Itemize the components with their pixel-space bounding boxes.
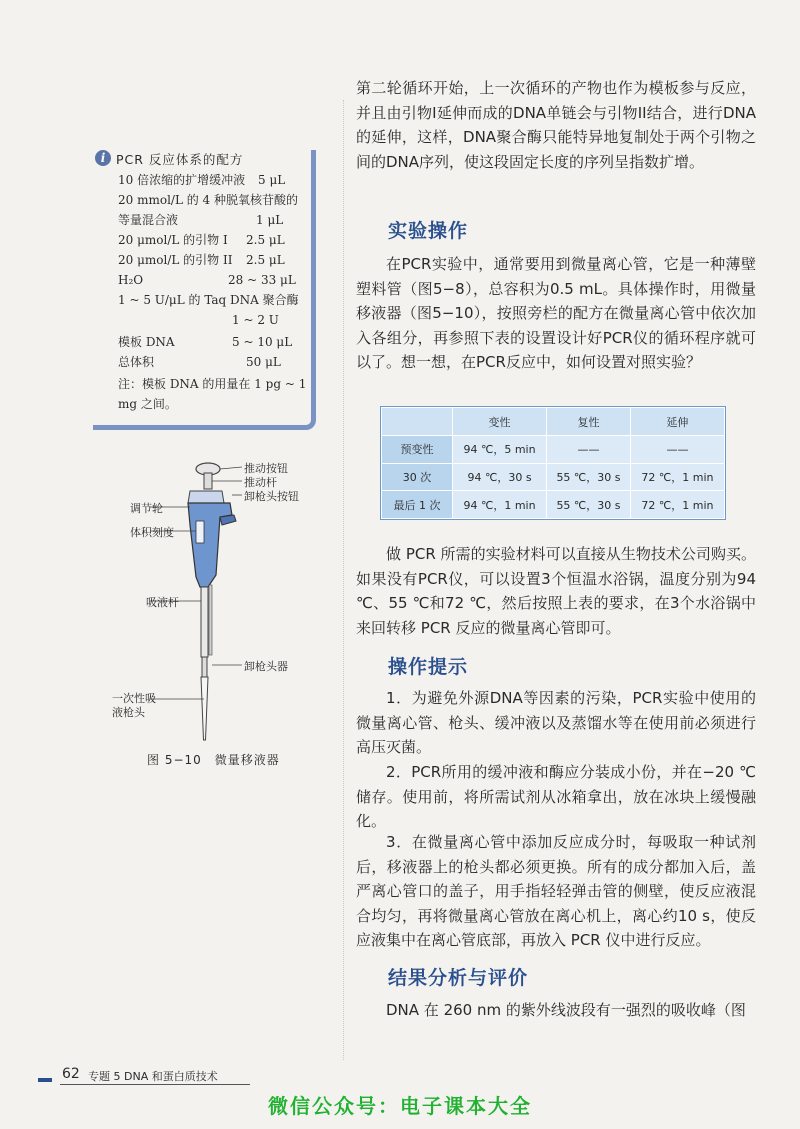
heading-experiment: 实验操作: [388, 220, 469, 242]
recipe-item-name: 20 μmol/L 的引物 II: [118, 253, 233, 267]
recipe-item-value: 2.5 μL: [246, 253, 285, 267]
label-push-rod: 推动杆: [244, 476, 277, 489]
recipe-item-name: 20 μmol/L 的引物 I: [118, 233, 228, 247]
table-cell: 94 ℃，30 s: [453, 463, 547, 491]
intro-paragraph: 第二轮循环开始，上一次循环的产物也作为模板参与反应，并且由引物I延伸而成的DNA单链会与引物II结合，进行DNA的延伸，这样，DNA聚合酶只能特异地复制处于两个引物之间的DNA序列，使这段固定长度的序列呈指数扩增。: [356, 79, 756, 171]
page-number: 62: [62, 1066, 80, 1082]
label-tip-ejector: 卸枪头器: [244, 660, 288, 673]
recipe-item-name: 总体积: [118, 355, 155, 369]
table-row-label: 最后 1 次: [382, 491, 453, 519]
table-header-cell: 变性: [453, 408, 547, 436]
label-volume-scale: 体积刻度: [130, 526, 174, 539]
table-header-cell: 复性: [547, 408, 631, 436]
wechat-watermark: 微信公众号：电子课本大全: [268, 1094, 532, 1118]
footer-accent-bar: [38, 1078, 52, 1082]
recipe-item-value: 1 μL: [256, 213, 284, 227]
label-suction-rod: 吸液杆: [146, 596, 179, 609]
column-divider: [343, 100, 345, 1060]
recipe-item-name: 10 倍浓缩的扩增缓冲液: [118, 173, 246, 187]
table-cell: 55 ℃，30 s: [547, 463, 631, 491]
results-paragraph: DNA 在 260 nm 的紫外线波段有一强烈的吸收峰（图: [386, 1001, 746, 1019]
label-disposable-tip: 一次性吸液枪头: [112, 692, 156, 719]
label-push-button: 推动按钮: [244, 462, 288, 475]
recipe-item-value: 1 ~ 2 U: [232, 313, 279, 327]
recipe-item-value: 5 ~ 10 μL: [232, 335, 293, 349]
table-cell: 94 ℃，5 min: [453, 436, 547, 464]
table-cell: 55 ℃，30 s: [547, 491, 631, 519]
tip-paragraph-2: 2．PCR所用的缓冲液和酶应分装成小份，并在−20 ℃储存。使用前，将所需试剂从冰箱拿出，放在冰块上缓慢融化。: [356, 763, 756, 830]
heading-results: 结果分析与评价: [388, 967, 529, 989]
table-row: [382, 491, 725, 519]
experiment-paragraph: 在PCR实验中，通常要用到微量离心管，它是一种薄壁塑料管（图5−8），总容积为0.5 mL。具体操作时，用微量移液器（图5−10），按照旁栏的配方在微量离心管中依次加入各组分，再参照下表的设置设计好PCR仪的循环程序就可以了。想一想，在PCR反应中，如何设置对照实验？: [356, 255, 756, 371]
figure-caption: 图 5−10 微量移液器: [147, 753, 280, 767]
table-header-cell: 延伸: [630, 408, 724, 436]
table-row-label: 30 次: [382, 463, 453, 491]
recipe-item-name: 模板 DNA: [118, 335, 175, 349]
info-icon: i: [95, 150, 111, 166]
recipe-item-name: 1 ~ 5 U/μL 的 Taq DNA 聚合酶: [118, 293, 299, 307]
table-cell: 94 ℃，1 min: [453, 491, 547, 519]
table-row-label: 预变性: [382, 436, 453, 464]
pcr-program-table: [380, 406, 726, 520]
recipe-title: PCR 反应体系的配方: [116, 152, 244, 167]
table-row: [382, 463, 725, 491]
label-adjust-wheel: 调节轮: [130, 502, 163, 515]
recipe-item-name: 等量混合液: [118, 213, 179, 227]
table-cell: ——: [630, 436, 724, 464]
tip-paragraph-1: 1．为避免外源DNA等因素的污染，PCR实验中使用的微量离心管、枪头、缓冲液以及蒸馏水等在使用前必须进行高压灭菌。: [356, 689, 756, 756]
table-cell: 72 ℃，1 min: [630, 463, 724, 491]
recipe-item-name: 20 mmol/L 的 4 种脱氧核苷酸的: [118, 193, 298, 207]
tip-paragraph-3: 3．在微量离心管中添加反应成分时，每吸取一种试剂后，移液器上的枪头都必须更换。所有的成分都加入后，盖严离心管口的盖子，用手指轻轻弹击管的侧壁，使反应液混合均匀，再将微量离心管放在离心机上，离心约10 s，使反应液集中在离心管底部，再放入 PCR 仪中进行反应。: [356, 833, 756, 949]
table-cell: ——: [547, 436, 631, 464]
recipe-item-value: 50 μL: [246, 355, 281, 369]
label-tip-eject-button: 卸枪头按钮: [244, 490, 299, 503]
footer-rule: [60, 1084, 250, 1085]
table-cell: 72 ℃，1 min: [630, 491, 724, 519]
table-header-cell: [382, 408, 453, 436]
recipe-note: 注：模板 DNA 的用量在 1 pg ~ 1 mg 之间。: [118, 377, 307, 411]
materials-paragraph: 做 PCR 所需的实验材料可以直接从生物技术公司购买。如果没有PCR仪，可以设置3个恒温水浴锅，温度分别为94 ℃、55 ℃和72 ℃，然后按照上表的要求，在3个水浴锅中来回转移 PCR 反应的微量离心管即可。: [356, 545, 756, 637]
recipe-item-name: H₂O: [118, 273, 144, 287]
table-header-row: [382, 408, 725, 436]
heading-tips: 操作提示: [388, 656, 469, 678]
recipe-item-value: 2.5 μL: [246, 233, 285, 247]
footer-chapter-title: 专题 5 DNA 和蛋白质技术: [88, 1070, 218, 1083]
recipe-item-value: 5 μL: [258, 173, 286, 187]
recipe-item-value: 28 ~ 33 μL: [228, 273, 296, 287]
table-row: [382, 436, 725, 464]
